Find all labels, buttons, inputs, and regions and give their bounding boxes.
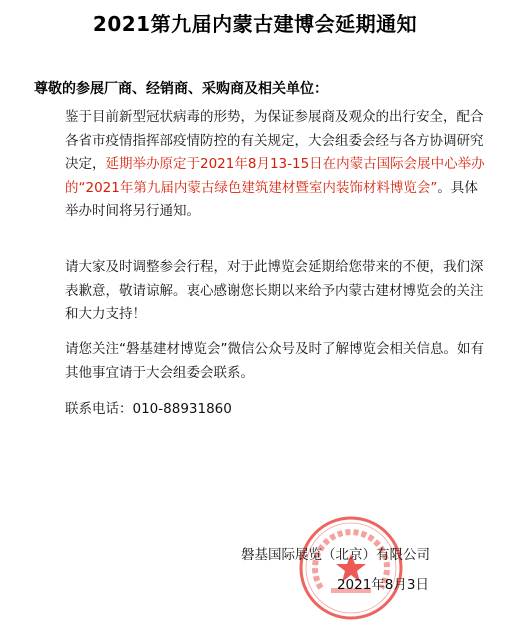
- notice-title: 2021第九届内蒙古建博会延期通知: [92, 12, 418, 36]
- issuer-company: 磐基国际展览（北京）有限公司: [241, 547, 430, 563]
- paragraph-1-tail: 。具体举办时间将另行通知。: [65, 179, 478, 219]
- issue-date: 2021年8月3日: [336, 577, 429, 593]
- salutation: 尊敬的参展厂商、经销商、采购商及相关单位：: [34, 81, 328, 97]
- paragraph-3: 请您关注“磐基建材博览会”微信公众号及时了解博览会相关信息。如有其他事宜请于大会组委会联系。: [65, 341, 484, 381]
- paragraph-1-highlight: 延期举办原定于2021年8月13-15日在内蒙古国际会展中心举办的“2021年第九届内蒙古绿色建筑建材暨室内装饰材料博览会”: [65, 156, 485, 196]
- contact-phone: 联系电话：010-88931860: [65, 401, 232, 417]
- paragraph-1-lead: 鉴于目前新型冠状病毒的形势，为保证参展商及观众的出行安全，配合各省市疫情指挥部疫情防控的有关规定，大会组委会经与各方协调研究决定，: [65, 109, 484, 172]
- company-seal-stamp: [297, 514, 405, 622]
- paragraph-2: 请大家及时调整参会行程，对于此博览会延期给您带来的不便，我们深表歉意，敬请谅解。衷心感谢您长期以来给予内蒙古建材博览会的关注和大力支持！: [65, 259, 484, 322]
- paragraph-1: [38, 106, 485, 224]
